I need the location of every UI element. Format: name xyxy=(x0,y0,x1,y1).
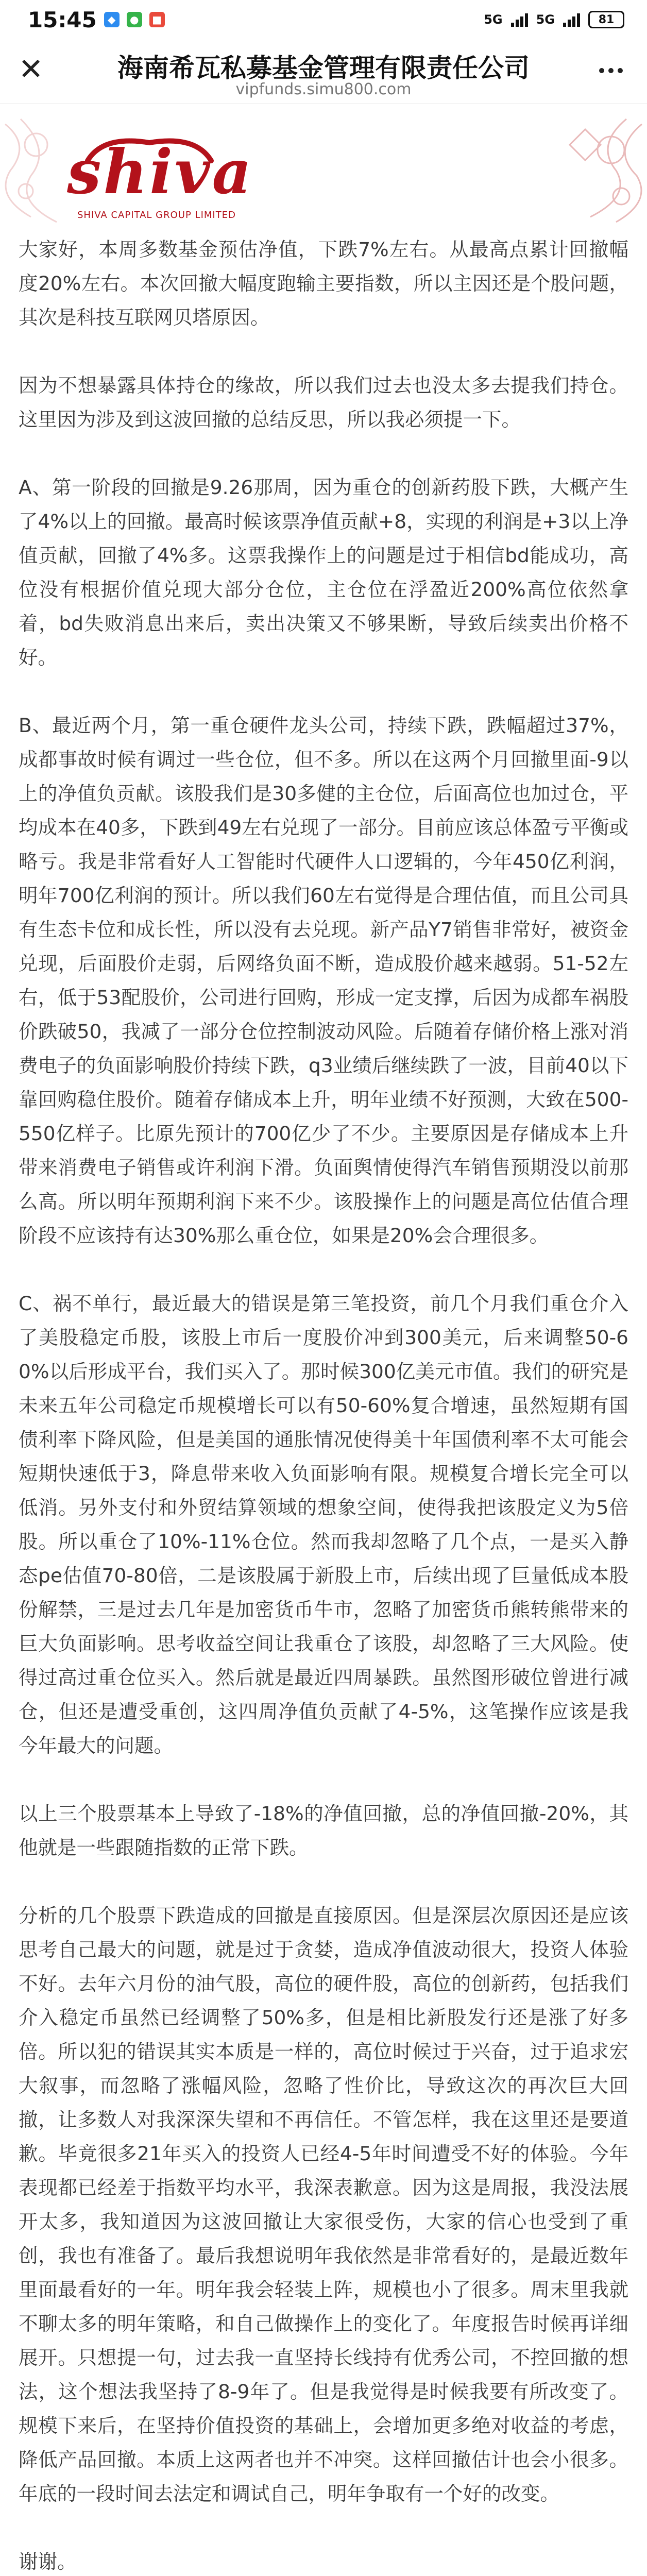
article-paragraph: 分析的几个股票下跌造成的回撤是直接原因。但是深层次原因还是应该思考自己最大的问题，就是过于贪婪，造成净值波动很大，投资人体验不好。去年六月份的油气股，高位的硬件股，高位的创新药，包括我们介入稳定币虽然已经调整了50%多，但是相比新股发行还是涨了好多倍。所以犯的错误其实本质是一样的，高位时候过于兴奋，过于追求宏大叙事，而忽略了涨幅风险，忽略了性价比，导致这次的再次巨大回撤，让多数人对我深深失望和不再信任。不管怎样，我在这里还是要道歉。毕竟很多21年买入的投资人已经4-5年时间遭受不好的体验。今年表现都已经差于指数平均水平，我深表歉意。因为这是周报，我没法展开太多，我知道因为这波回撤让大家很受伤，大家的信心也受到了重创，我也有准备了。最后我想说明年我依然是非常看好的，是最近数年里面最看好的一年。明年我会轻装上阵，规模也小了很多。周末里我就不聊太多的明年策略，和自己做操作上的变化了。年度报告时候再详细展开。只想提一句，过去我一直坚持长线持有优秀公司，不控回撤的想法，这个想法我坚持了8-9年了。但是我觉得是时候我要有所改变了。规模下来后，在坚持价值投资的基础上，会增加更多绝对收益的考虑，降低产品回撤。本质上这两者也并不冲突。这样回撤估计也会小很多。年底的一段时间去法定和调试自己，明年争取有一个好的改变。 xyxy=(19,1904,628,2505)
network-type-2: 5G xyxy=(536,12,555,27)
paragraph-gap xyxy=(19,1252,628,1286)
article-paragraph: 因为不想暴露具体持仓的缘故，所以我们过去也没太多去提我们持仓。这里因为涉及到这波回撤的总结反思，所以我必须提一下。 xyxy=(19,374,628,431)
status-bar xyxy=(0,0,647,39)
signal-icon xyxy=(511,12,528,27)
close-icon: ✕ xyxy=(18,52,44,87)
article-paragraph: C、祸不单行，最近最大的错误是第三笔投资，前几个月我们重仓介入了美股稳定币股，该股上市后一度股价冲到300美元，后来调整50-60%以后形成平台，我们买入了。那时候300亿美元市值。我们的研究是未来五年公司稳定币规模增长可以有50-60%复合增速，虽然短期有国债利率下降风险，但是美国的通胀情况使得美十年国债利率不太可能会短期快速低于3，降息带来收入负面影响有限。规模复合增长完全可以低消。另外支付和外贸结算领域的想象空间，使得我把该股定义为5倍股。所以重仓了10%-11%仓位。然而我却忽略了几个点，一是买入静态pe估值70-80倍，二是该股属于新股上市，后续出现了巨量低成本股份解禁，三是过去几年是加密货币牛市，忽略了加密货币熊转熊带来的巨大负面影响。思考收益空间让我重仓了该股，却忽略了三大风险。使得过高过重仓位买入。然后就是最近四周暴跌。虽然图形破位曾进行减仓，但还是遭受重创，这四周净值负贡献了4-5%，这笔操作应该是我今年最大的问题。 xyxy=(19,1292,628,1757)
logo-subtitle: SHIVA CAPITAL GROUP LIMITED xyxy=(77,210,236,221)
article-paragraph: B、最近两个月，第一重仓硬件龙头公司，持续下跌，跌幅超过37%，成都事故时候有调过一些仓位，但不多。所以在这两个月回撤里面-9以上的净值负贡献。该股我们是30多健的主仓位，后面高位也加过仓，平均成本在40多，下跌到49左右兑现了一部分。目前应该总体盈亏平衡或略亏。我是非常看好人工智能时代硬件人口逻辑的，今年450亿利润，明年700亿利润的预计。所以我们60左右觉得是合理估值，而且公司具有生态卡位和成长性，所以没有去兑现。新产品Y7销售非常好，被资金兑现，后面股价走弱，后网络负面不断，造成股价越来越弱。51-52左右，低于53配股价，公司进行回购，形成一定支撑，后因为成都车祸股价跌破50，我减了一部分仓位控制波动风险。后随着存储价格上涨对消费电子的负面影响股价持续下跌，q3业绩后继续跌了一波，目前40以下靠回购稳住股价。随着存储成本上升，明年业绩不好预测，大致在500-550亿样子。比原先预计的700亿少了不少。主要原因是存储成本上升带来消费电子销售或许利润下滑。负面舆情使得汽车销售预期没以前那么高。所以明年预期利润下来不少。该股操作上的问题是高位估值合理阶段不应该持有达30%那么重仓位，如果是20%会合理很多。 xyxy=(19,714,628,1247)
paragraph-gap xyxy=(19,674,628,708)
notification-app-icon: ◆ xyxy=(104,12,120,27)
article-paragraph: 谢谢。 xyxy=(19,2550,77,2573)
article-body xyxy=(0,232,647,2576)
article-paragraph: 大家好，本周多数基金预估净值，下跌7%左右。从最高点累计回撤幅度20%左右。本次回撤大幅度跑输主要指数，所以主因还是个股问题，其次是科技互联网贝塔原因。 xyxy=(19,238,628,329)
paragraph-gap xyxy=(19,334,628,368)
article-paragraph: 以上三个股票基本上导致了-18%的净值回撤，总的净值回撤-20%，其他就是一些跟随指数的正常下跌。 xyxy=(19,1802,628,1859)
page-title: 海南希瓦私募基金管理有限责任公司 xyxy=(117,53,530,83)
status-time: 15:45 xyxy=(28,7,97,32)
more-dot-icon xyxy=(618,68,623,73)
status-left xyxy=(28,7,165,32)
more-dot-icon xyxy=(599,68,604,73)
more-dot-icon xyxy=(608,68,614,73)
more-options-button[interactable] xyxy=(595,58,626,83)
article-banner xyxy=(0,104,647,232)
page-url: vipfunds.simu800.com xyxy=(235,80,412,98)
paragraph-gap xyxy=(19,1762,628,1797)
paragraph-gap xyxy=(19,1865,628,1899)
paragraph-gap xyxy=(19,436,628,470)
battery-icon xyxy=(588,11,624,28)
battery-level: 81 xyxy=(598,13,615,26)
logo-wordmark: shiva xyxy=(67,136,254,208)
company-logo xyxy=(67,132,283,230)
paragraph-gap xyxy=(19,2511,628,2545)
network-type-1: 5G xyxy=(484,12,503,27)
article-paragraph: A、第一阶段的回撤是9.26那周，因为重仓的创新药股下跌，大概产生了4%以上的回撤。最高时候该票净值贡献+8，实现的利润是+3以上净值贡献，回撤了4%多。这票我操作上的问题是过于相信bd能成功，高位没有根据价值兑现大部分仓位，主仓位在浮盈近200%高位依然拿着，bd失败消息出来后，卖出决策又不够果断，导致后续卖出价格不好。 xyxy=(19,476,628,669)
notification-badge-icon: ■ xyxy=(149,12,165,27)
signal-icon-2 xyxy=(563,12,580,27)
banner-pattern-right xyxy=(554,114,647,227)
wechat-icon: ● xyxy=(127,12,142,27)
nav-bar xyxy=(0,39,647,104)
status-right xyxy=(484,11,624,28)
